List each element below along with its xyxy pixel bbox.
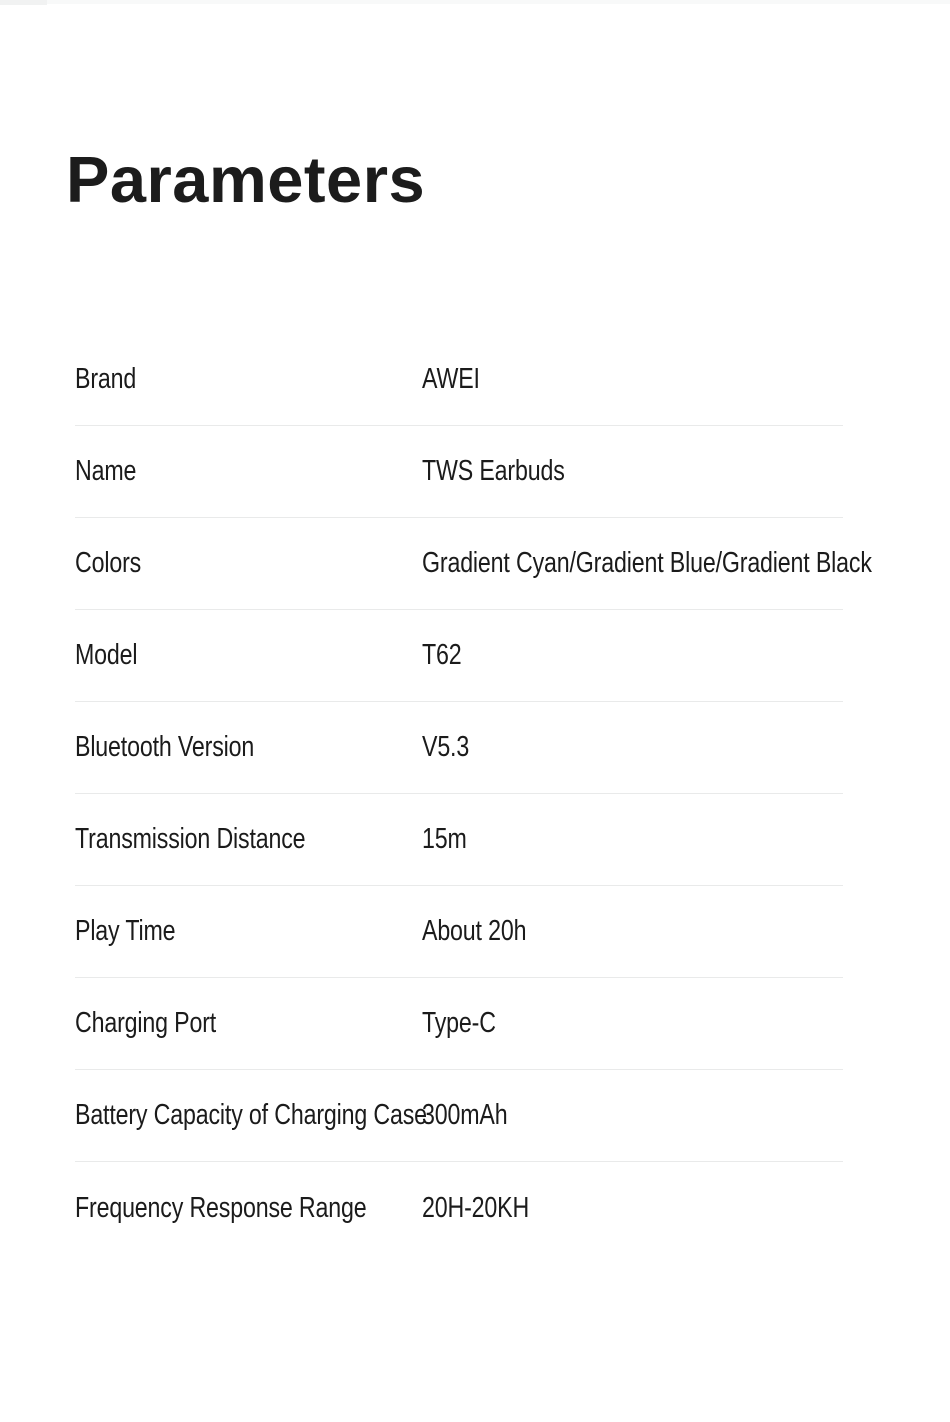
- spec-label: Bluetooth Version: [75, 731, 255, 764]
- spec-label-cell: [75, 454, 422, 489]
- spec-row: [75, 886, 843, 978]
- page-title: Parameters: [66, 143, 426, 216]
- spec-label: Transmission Distance: [75, 823, 306, 856]
- spec-row: [75, 794, 843, 886]
- spec-value-cell: [422, 362, 843, 397]
- spec-label-cell: [75, 1006, 422, 1041]
- spec-label-cell: [75, 822, 422, 857]
- spec-row: [75, 978, 843, 1070]
- spec-label: Brand: [75, 363, 137, 396]
- spec-value: AWEI: [422, 363, 480, 396]
- spec-value-cell: [422, 454, 843, 489]
- spec-row: [75, 426, 843, 518]
- spec-label-cell: [75, 362, 422, 397]
- spec-value-cell: [422, 1191, 843, 1226]
- spec-label-cell: [75, 914, 422, 949]
- spec-value-cell: [422, 1006, 843, 1041]
- spec-value-cell: [422, 638, 843, 673]
- top-edge-strip: [0, 0, 950, 4]
- spec-value: T62: [422, 639, 462, 672]
- spec-value-cell: [422, 730, 843, 765]
- spec-value: Gradient Cyan/Gradient Blue/Gradient Black: [422, 547, 872, 580]
- spec-value-cell: [422, 914, 843, 949]
- spec-row: [75, 334, 843, 426]
- spec-label-cell: [75, 1191, 422, 1226]
- spec-value: 20H-20KH: [422, 1191, 530, 1224]
- spec-row: [75, 518, 872, 610]
- spec-label-cell: [75, 546, 422, 581]
- spec-row: [75, 1162, 843, 1254]
- top-edge-corner: [0, 0, 47, 5]
- spec-row: [75, 1070, 843, 1162]
- spec-label: Name: [75, 455, 137, 488]
- spec-value: TWS Earbuds: [422, 455, 565, 488]
- spec-value-cell: [422, 1098, 843, 1133]
- spec-value-cell: [422, 546, 950, 581]
- spec-label-cell: [75, 730, 422, 765]
- spec-value: 300mAh: [422, 1099, 508, 1132]
- spec-value-cell: [422, 822, 843, 857]
- spec-label: Play Time: [75, 915, 176, 948]
- spec-table: [75, 334, 872, 1254]
- spec-label: Battery Capacity of Charging Case: [75, 1099, 427, 1132]
- spec-row: [75, 702, 843, 794]
- spec-value: Type-C: [422, 1007, 496, 1040]
- spec-value: V5.3: [422, 731, 470, 764]
- spec-label: Charging Port: [75, 1007, 217, 1040]
- spec-label: Frequency Response Range: [75, 1191, 367, 1224]
- spec-row: [75, 610, 843, 702]
- spec-label-cell: [75, 638, 422, 673]
- spec-label: Colors: [75, 547, 142, 580]
- spec-value: 15m: [422, 823, 467, 856]
- spec-label-cell: [75, 1098, 427, 1133]
- spec-label: Model: [75, 639, 138, 672]
- spec-value: About 20h: [422, 915, 527, 948]
